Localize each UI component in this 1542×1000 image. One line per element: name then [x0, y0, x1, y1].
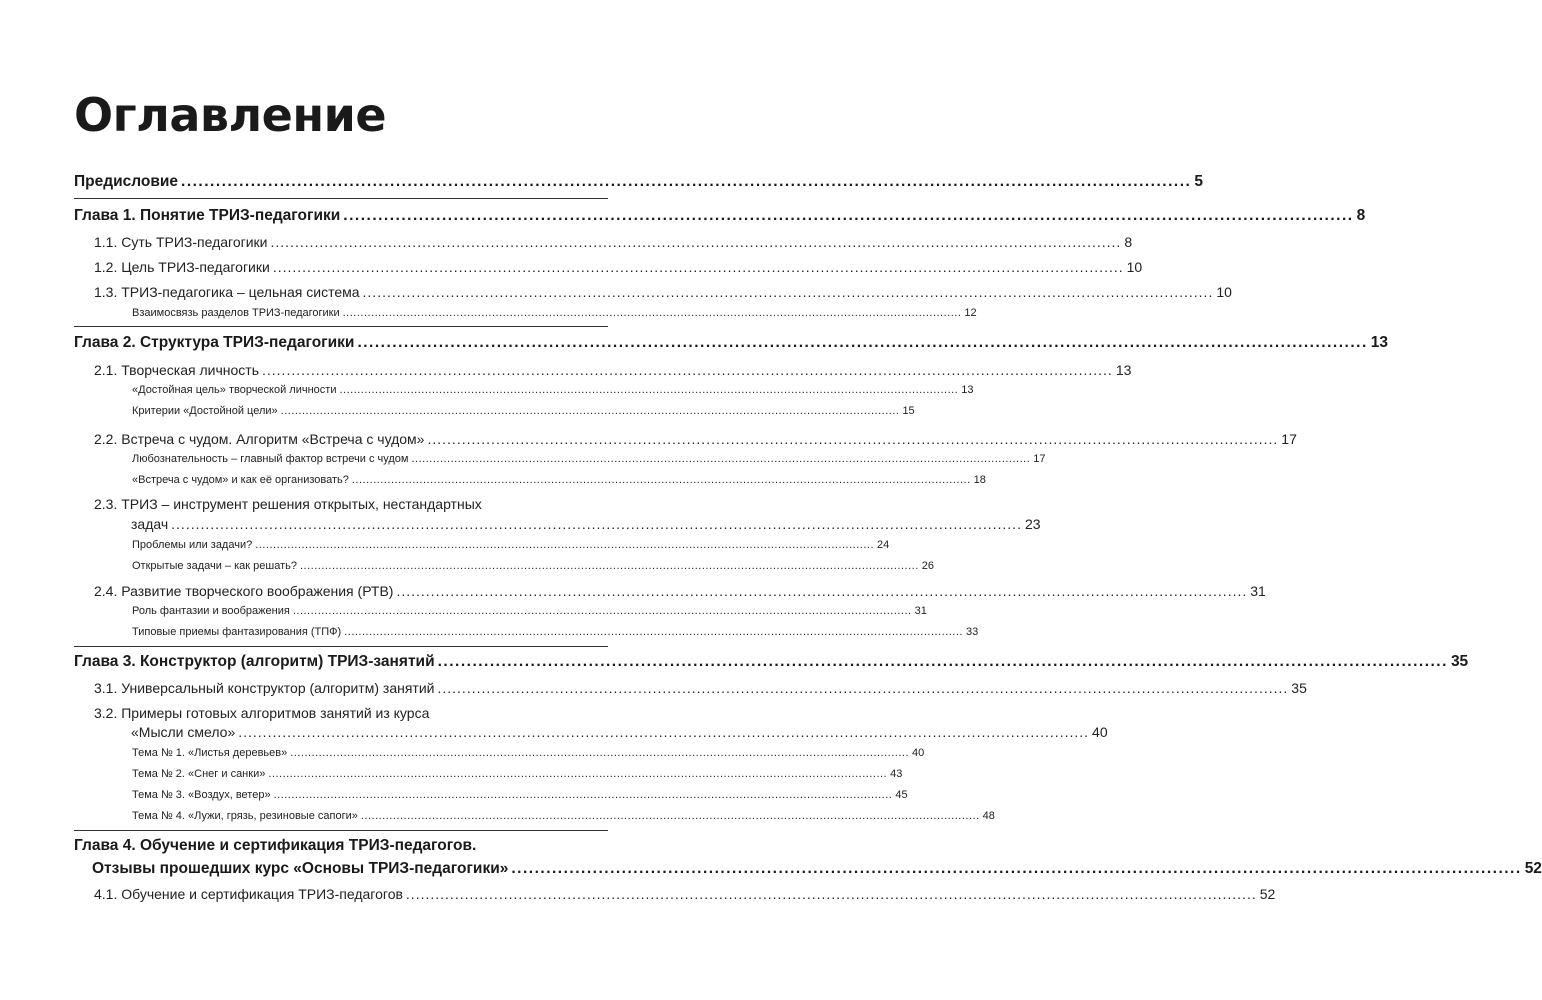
toc-entry-subsection[interactable]: [132, 538, 890, 552]
toc-entry-section-4-1[interactable]: [94, 885, 1276, 903]
toc-leader-dots: ..............................................................................................................................................................................: [351, 474, 971, 486]
toc-entry-subsection[interactable]: [132, 473, 986, 487]
toc-page-number: 40: [912, 747, 925, 759]
toc-entry-label: Типовые приемы фантазирования (ТПФ): [132, 626, 342, 638]
toc-leader-dots: ..............................................................................................................................................................................: [299, 560, 919, 572]
toc-entry-subsection[interactable]: [132, 809, 995, 823]
toc-entry-label: 1.1. Суть ТРИЗ-педагогики: [94, 234, 268, 250]
toc-entry-subsection[interactable]: [132, 383, 974, 397]
toc-entry-label: Роль фантазии и воображения: [132, 605, 290, 617]
toc-entry-subsection[interactable]: [132, 767, 903, 781]
toc-page-number: 31: [914, 605, 927, 617]
toc-page-number: 8: [1356, 207, 1366, 224]
toc-entry-label: Тема № 2. «Снег и санки»: [132, 768, 266, 780]
toc-leader-dots: ..............................................................................................................................................................................: [171, 516, 1022, 532]
chapter-divider: [74, 326, 608, 327]
toc-page-number: 26: [921, 560, 935, 572]
toc-entry-section-2-1[interactable]: [94, 361, 1132, 379]
toc-entry-label: 1.2. Цель ТРИЗ-педагогики: [94, 259, 270, 275]
toc-page-number: 12: [964, 307, 977, 319]
toc-entry-label: Глава 2. Структура ТРИЗ-педагогики: [74, 334, 355, 351]
toc-page-number: 24: [877, 539, 890, 551]
toc-entry-label: 2.4. Развитие творческого воображения (РТВ): [94, 583, 394, 599]
toc-page-number: 45: [895, 789, 908, 801]
toc-page-number: 13: [1115, 362, 1132, 378]
toc-page-number: 43: [890, 768, 903, 780]
toc-entry-label: Предисловие: [74, 173, 179, 190]
toc-page-number: 33: [965, 626, 979, 638]
toc-leader-dots: ..............................................................................................................................................................................: [405, 886, 1257, 902]
toc-page-number: 35: [1291, 680, 1307, 696]
toc-leader-dots: ..............................................................................................................................................................................: [427, 431, 1279, 447]
toc-entry-section-3-2-line-1[interactable]: 3.2. Примеры готовых алгоритмов занятий из курса: [94, 705, 430, 721]
toc-entry-subsection[interactable]: [132, 625, 979, 639]
toc-entry-label: Тема № 4. «Лужи, грязь, резиновые сапоги»: [132, 810, 358, 822]
chapter-divider: [74, 646, 608, 647]
toc-page-number: 10: [1216, 284, 1232, 300]
toc-leader-dots: ..............................................................................................................................................................................: [272, 259, 1124, 275]
toc-entry-subsection[interactable]: [132, 746, 925, 760]
toc-leader-dots: ..............................................................................................................................................................................: [411, 453, 1031, 465]
toc-entry-section-1-2[interactable]: [94, 258, 1143, 276]
toc-entry-chapter-4[interactable]: [92, 859, 1542, 879]
toc-page-number: 17: [1281, 431, 1297, 447]
chapter-divider: [74, 198, 608, 199]
toc-entry-chapter-2[interactable]: [74, 333, 1389, 353]
toc-entry-label: Открытые задачи – как решать?: [132, 560, 297, 572]
toc-entry-label: «Встреча с чудом» и как её организовать?: [132, 474, 349, 486]
toc-page-number: 48: [982, 810, 995, 822]
toc-leader-dots: ..............................................................................................................................................................................: [255, 539, 875, 551]
toc-entry-label: Глава 3. Конструктор (алгоритм) ТРИЗ-занятий: [74, 653, 435, 670]
toc-page-number: 8: [1124, 234, 1133, 250]
toc-leader-dots: ..............................................................................................................................................................................: [437, 653, 1448, 670]
toc-page-number: 17: [1033, 453, 1046, 465]
toc-leader-dots: ..............................................................................................................................................................................: [262, 362, 1113, 378]
toc-entry-label: Взаимосвязь разделов ТРИЗ-педагогики: [132, 307, 340, 319]
toc-entry-chapter-1[interactable]: [74, 206, 1366, 226]
toc-leader-dots: ..............................................................................................................................................................................: [362, 284, 1214, 300]
toc-entry-label: Тема № 1. «Листья деревьев»: [132, 747, 288, 759]
toc-entry-label: «Мысли смело»: [131, 724, 236, 740]
toc-leader-dots: ..............................................................................................................................................................................: [437, 680, 1289, 696]
toc-leader-dots: ..............................................................................................................................................................................: [360, 810, 980, 822]
toc-leader-dots: ..............................................................................................................................................................................: [342, 307, 962, 319]
toc-page-number: 35: [1450, 653, 1469, 670]
toc-entry-label: Глава 1. Понятие ТРИЗ-педагогики: [74, 207, 341, 224]
toc-entry-label: 2.2. Встреча с чудом. Алгоритм «Встреча с чудом»: [94, 431, 425, 447]
toc-leader-dots: ..............................................................................................................................................................................: [357, 334, 1368, 351]
toc-leader-dots: ..............................................................................................................................................................................: [396, 583, 1248, 599]
toc-leader-dots: ..............................................................................................................................................................................: [344, 626, 963, 638]
toc-entry-section-3-2[interactable]: [131, 723, 1108, 741]
toc-page-number: 15: [902, 405, 915, 417]
toc-entry-subsection[interactable]: [132, 404, 915, 418]
toc-entry-chapter-3[interactable]: [74, 652, 1469, 672]
toc-entry-label: Отзывы прошедших курс «Основы ТРИЗ-педагогики»: [92, 860, 509, 877]
toc-entry-label: 1.3. ТРИЗ-педагогика – цельная система: [94, 284, 360, 300]
toc-entry-label: 4.1. Обучение и сертификация ТРИЗ-педагогов: [94, 886, 403, 902]
toc-entry-label: 3.1. Универсальный конструктор (алгоритм) занятий: [94, 680, 435, 696]
toc-page-number: 18: [973, 474, 986, 486]
toc-entry-label: Тема № 3. «Воздух, ветер»: [132, 789, 271, 801]
toc-entry-section-3-1[interactable]: [94, 679, 1307, 697]
chapter-divider: [74, 830, 608, 831]
toc-leader-dots: ..............................................................................................................................................................................: [511, 860, 1522, 877]
toc-entry-subsection[interactable]: [132, 604, 927, 618]
toc-page-number: 13: [961, 384, 974, 396]
toc-page-number: 40: [1092, 724, 1108, 740]
toc-leader-dots: ..............................................................................................................................................................................: [290, 747, 910, 759]
toc-leader-dots: ..............................................................................................................................................................................: [238, 724, 1090, 740]
toc-page-number: 23: [1024, 516, 1041, 532]
toc-leader-dots: ..............................................................................................................................................................................: [339, 384, 959, 396]
toc-entry-subsection[interactable]: [132, 306, 977, 320]
toc-page-number: 31: [1250, 583, 1266, 599]
toc-entry-chapter-4-line-1[interactable]: Глава 4. Обучение и сертификация ТРИЗ-педагогов.: [74, 837, 477, 854]
toc-entry-preface[interactable]: [74, 172, 1203, 192]
toc-page-number: 5: [1194, 173, 1203, 190]
toc-entry-section-1-1[interactable]: [94, 233, 1133, 251]
toc-leader-dots: ..............................................................................................................................................................................: [273, 789, 893, 801]
toc-entry-section-2-4[interactable]: [94, 582, 1266, 600]
page-title: Оглавление: [74, 88, 387, 142]
toc-leader-dots: ..............................................................................................................................................................................: [292, 605, 912, 617]
toc-leader-dots: ..............................................................................................................................................................................: [181, 173, 1192, 190]
toc-entry-subsection[interactable]: [132, 559, 935, 573]
toc-entry-subsection[interactable]: [132, 452, 1046, 466]
toc-entry-section-2-3-line-1[interactable]: 2.3. ТРИЗ – инструмент решения открытых, нестандартных: [94, 496, 482, 512]
toc-entry-label: Критерии «Достойной цели»: [132, 405, 278, 417]
toc-entry-label: «Достойная цель» творческой личности: [132, 384, 337, 396]
toc-leader-dots: ..............................................................................................................................................................................: [270, 234, 1122, 250]
toc-page-number: 52: [1524, 860, 1542, 877]
toc-entry-label: 2.1. Творческая личность: [94, 362, 259, 378]
toc-entry-section-2-3[interactable]: [131, 515, 1041, 533]
toc-entry-section-1-3[interactable]: [94, 283, 1232, 301]
toc-page-number: 13: [1370, 334, 1389, 351]
toc-entry-section-2-2[interactable]: [94, 430, 1297, 448]
toc-leader-dots: ..............................................................................................................................................................................: [268, 768, 888, 780]
toc-page-number: 10: [1126, 259, 1143, 275]
toc-leader-dots: ..............................................................................................................................................................................: [343, 207, 1354, 224]
toc-entry-subsection[interactable]: [132, 788, 908, 802]
toc-entry-label: Любознательность – главный фактор встречи с чудом: [132, 453, 409, 465]
toc-leader-dots: ..............................................................................................................................................................................: [280, 405, 900, 417]
toc-page-number: 52: [1259, 886, 1276, 902]
toc-entry-label: Проблемы или задачи?: [132, 539, 253, 551]
toc-entry-label: задач: [131, 516, 169, 532]
